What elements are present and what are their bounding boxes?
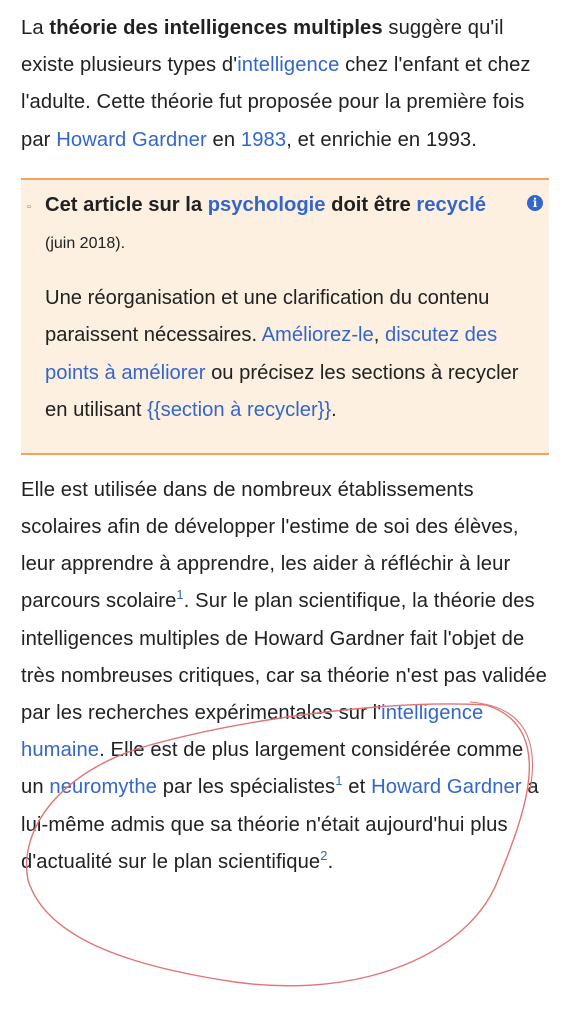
article-content bbox=[21, 10, 549, 881]
text: Elle est utilisée dans de nombreux établissements scolaires afin de développer l'estime de soi des élèves, leur apprendre à apprendre, les aider à réfléchir à leur parcours scolaire bbox=[21, 478, 519, 613]
info-icon[interactable]: i bbox=[527, 195, 543, 211]
text: en bbox=[206, 128, 241, 151]
text: suggère qu'il existe plusieurs types d' bbox=[21, 17, 504, 77]
text: . Elle est de plus largement considérée comme un bbox=[21, 739, 524, 799]
text: , bbox=[373, 324, 385, 347]
link-year-1983[interactable]: 1983 bbox=[240, 128, 287, 151]
reference-2[interactable]: 2 bbox=[320, 847, 328, 863]
second-paragraph bbox=[21, 472, 549, 881]
text: par les spécialistes bbox=[156, 776, 336, 799]
reference-1b[interactable]: 1 bbox=[335, 773, 343, 789]
text: , et enrichie en 1993. bbox=[286, 128, 477, 151]
text: . bbox=[331, 398, 337, 421]
text: Cet article sur la bbox=[45, 193, 208, 216]
reference-1[interactable]: 1 bbox=[176, 587, 184, 603]
link-ameliorez[interactable]: Améliorez-le bbox=[261, 324, 374, 347]
intro-paragraph bbox=[21, 10, 549, 159]
notice-body bbox=[45, 280, 549, 429]
bold-term: théorie des intelligences multiples bbox=[49, 17, 383, 39]
text: ou précisez les sections à recycler en utilisant bbox=[45, 361, 519, 421]
text: Une réorganisation et une clarification du contenu paraissent nécessaires. bbox=[45, 287, 490, 347]
link-psychologie[interactable]: psychologie bbox=[207, 193, 326, 216]
link-howard-gardner-2[interactable]: Howard Gardner bbox=[371, 776, 522, 799]
text: . bbox=[327, 850, 334, 873]
link-recycle[interactable]: recyclé bbox=[416, 193, 486, 216]
link-neuromythe[interactable]: neuromythe bbox=[49, 776, 157, 799]
text: et bbox=[342, 776, 372, 799]
link-discutez[interactable]: discutez des points à améliorer bbox=[45, 324, 498, 384]
link-howard-gardner[interactable]: Howard Gardner bbox=[56, 128, 207, 151]
link-intelligence[interactable]: intelligence bbox=[237, 54, 340, 77]
text: La bbox=[21, 17, 50, 39]
notice-date: (juin 2018). bbox=[45, 235, 126, 253]
recycle-notice-box bbox=[21, 178, 549, 455]
text: . Sur le plan scientifique, la théorie des intelligences multiples de Howard Gardner fait l'objet de très nombreuses critiques, car sa théorie n'est pas validée par les recherches expérimentales sur l' bbox=[21, 590, 547, 725]
link-template-section[interactable]: {{section à recycler}} bbox=[147, 398, 332, 421]
link-intelligence-humaine[interactable]: intelligence humaine bbox=[21, 702, 484, 762]
notice-bullet-icon: ▫ bbox=[27, 200, 31, 213]
notice-heading bbox=[45, 187, 549, 262]
text: doit être bbox=[325, 193, 417, 216]
text: chez l'enfant et chez l'adulte. Cette théorie fut proposée pour la première fois par bbox=[21, 54, 531, 151]
text: a lui-même admis que sa théorie n'était aujourd'hui plus d'actualité sur le plan scientifique bbox=[21, 776, 539, 873]
